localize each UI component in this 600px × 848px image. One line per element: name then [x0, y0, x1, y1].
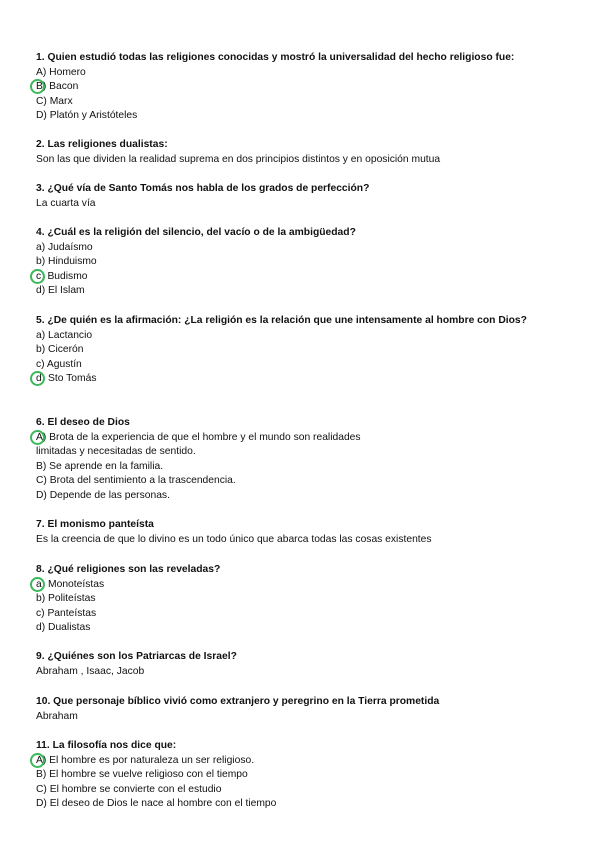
answer-option-marked: d) Sto Tomás — [36, 372, 576, 387]
answer-option: D) Depende de las personas. — [36, 489, 170, 501]
answer-option: A) Homero — [36, 66, 86, 78]
answer-text: Abraham , Isaac, Jacob — [36, 665, 145, 677]
answer-text: La cuarta vía — [36, 197, 96, 209]
question-title: 7. El monismo panteísta — [36, 519, 154, 530]
answer-option: D) Platón y Aristóteles — [36, 110, 138, 122]
answer-option: a) Lactancio — [36, 329, 93, 341]
question-2 — [36, 138, 576, 167]
question-title: 6. El deseo de Dios — [36, 417, 130, 428]
answer-option-marked: A) El hombre es por naturaleza un ser religioso. — [36, 754, 576, 769]
answer-option-marked: B) Bacon — [36, 80, 576, 95]
answer-option: b) Hinduismo — [36, 256, 97, 268]
answer-text: Son las que dividen la realidad suprema en dos principios distintos y en oposición mutua — [36, 153, 441, 165]
question-title: 9. ¿Quiénes son los Patriarcas de Israel? — [36, 651, 237, 662]
answer-option: d) Dualistas — [36, 622, 91, 634]
answer-option: b) Cicerón — [36, 344, 84, 356]
question-title: 10. Que personaje bíblico vivió como extranjero y peregrino en la Tierra prometida — [36, 696, 440, 707]
question-title: 8. ¿Qué religiones son las reveladas? — [36, 564, 221, 575]
answer-option: B) Se aprende en la familia. — [36, 460, 164, 472]
answer-option: C) Brota del sentimiento a la trascendencia. — [36, 475, 236, 487]
question-title: 4. ¿Cuál es la religión del silencio, del vacío o de la ambigüedad? — [36, 227, 356, 238]
answer-option: a) Judaísmo — [36, 241, 93, 253]
answer-option: c) Panteístas — [36, 607, 97, 619]
answer-option: D) El deseo de Dios le nace al hombre con el tiempo — [36, 798, 277, 810]
answer-option: b) Politeístas — [36, 593, 96, 605]
question-9 — [36, 650, 576, 679]
question-5 — [36, 314, 576, 387]
answer-option: B) El hombre se vuelve religioso con el tiempo — [36, 769, 248, 781]
answer-option-marked: c) Budismo — [36, 270, 576, 285]
question-1 — [36, 51, 576, 124]
question-7 — [36, 518, 576, 547]
question-3 — [36, 182, 576, 211]
answer-option-continuation: limitadas y necesitadas de sentido. — [36, 446, 196, 458]
question-4 — [36, 226, 576, 299]
question-title: 5. ¿De quién es la afirmación: ¿La religión es la relación que une intensamente al hombre con Dios? — [36, 315, 527, 326]
answer-option: C) Marx — [36, 95, 73, 107]
answer-option: c) Agustín — [36, 358, 82, 370]
question-title: 1. Quien estudió todas las religiones conocidas y mostró la universalidad del hecho religioso fue: — [36, 52, 515, 63]
question-11 — [36, 739, 576, 812]
answer-text: Abraham — [36, 710, 78, 722]
answer-option: C) El hombre se convierte con el estudio — [36, 783, 222, 795]
question-title: 11. La filosofía nos dice que: — [36, 740, 177, 751]
question-10 — [36, 695, 576, 724]
answer-option-marked: A) Brota de la experiencia de que el hombre y el mundo son realidades — [36, 431, 576, 446]
answer-option: d) El Islam — [36, 285, 85, 297]
answer-text: Es la creencia de que lo divino es un todo único que abarca todas las cosas existentes — [36, 533, 432, 545]
question-title: 3. ¿Qué vía de Santo Tomás nos habla de los grados de perfección? — [36, 183, 370, 194]
question-8 — [36, 563, 576, 636]
answer-option-marked: a) Monoteístas — [36, 578, 576, 593]
question-6 — [36, 416, 576, 504]
question-title: 2. Las religiones dualistas: — [36, 139, 168, 150]
